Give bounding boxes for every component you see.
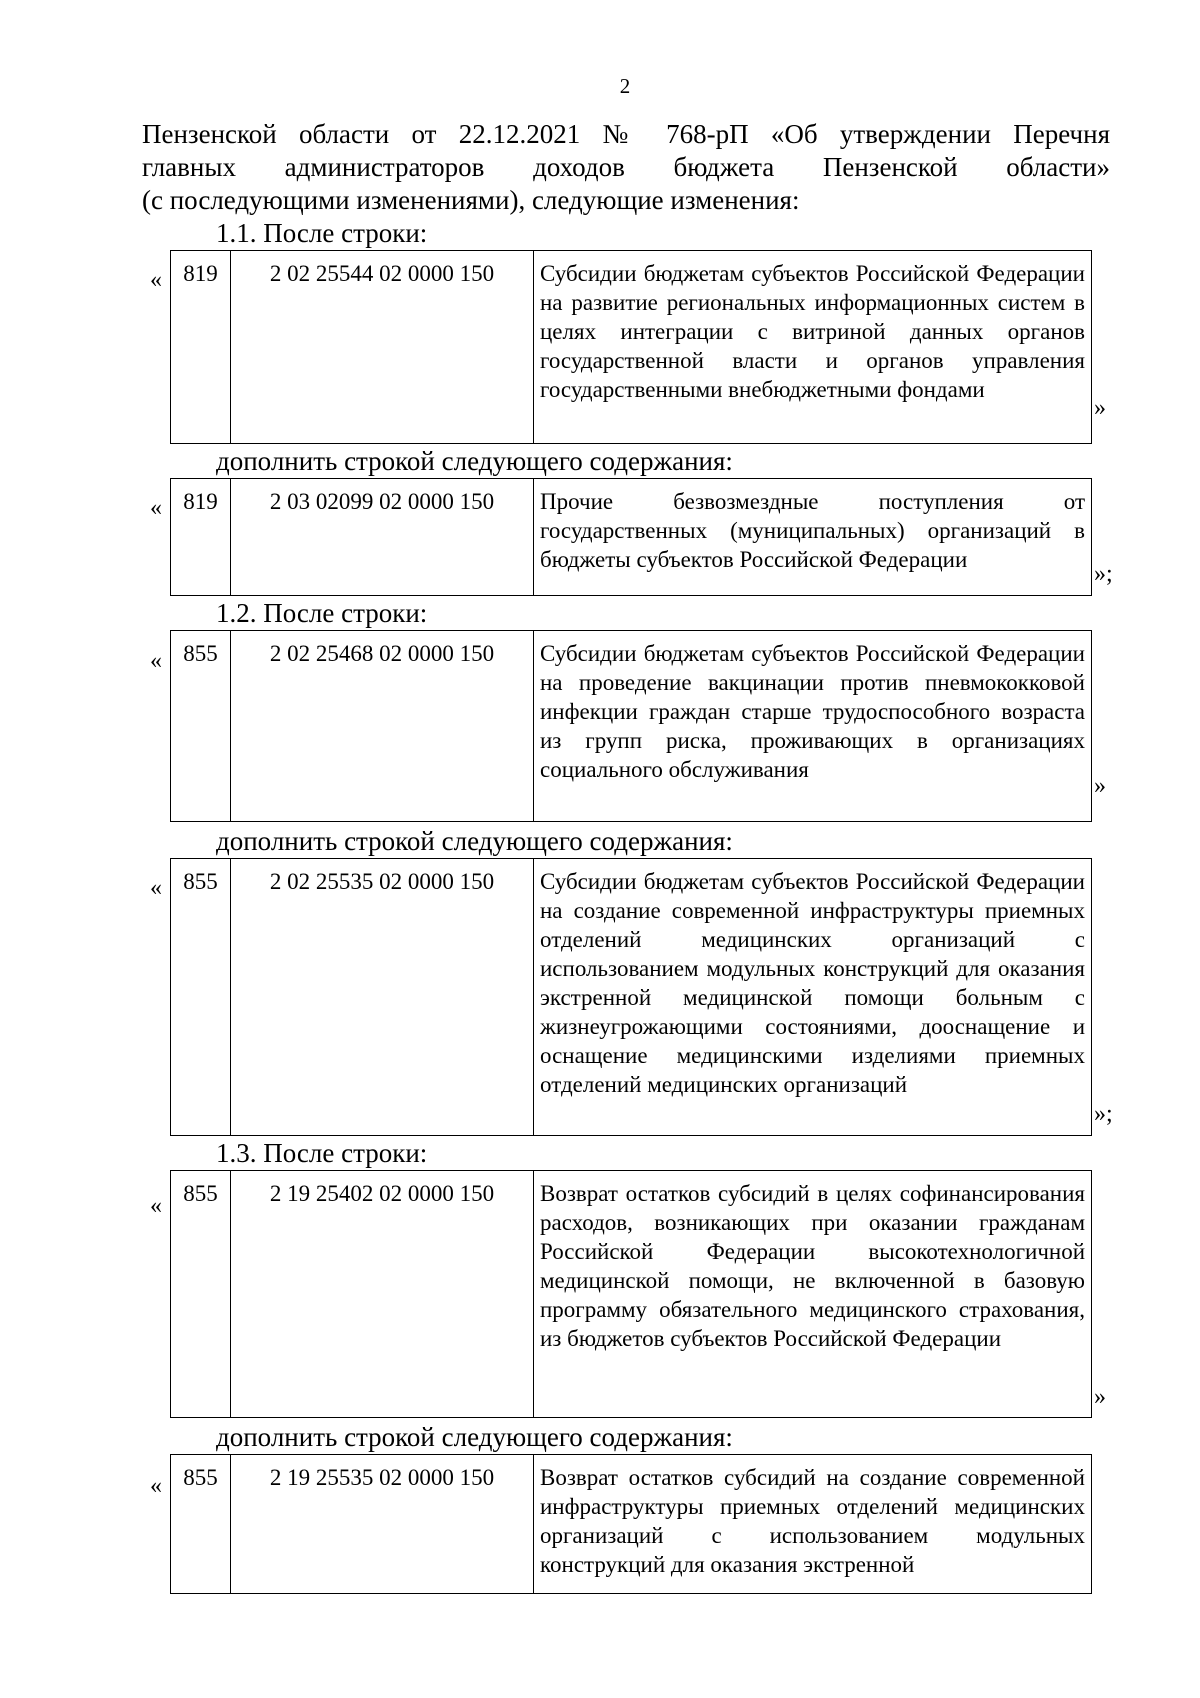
description-cell: Прочие безвозмездные поступления от государственных (муниципальных) организаций в бюджеты субъектов Российской Федерации [534,479,1092,596]
close-quote: » [1094,1384,1106,1410]
add-row-label-1-1: дополнить строкой следующего содержания: [216,446,733,476]
admin-code-cell: 855 [171,631,231,822]
admin-code-cell: 855 [171,859,231,1136]
open-quote: « [150,267,162,293]
admin-code-cell: 855 [171,1455,231,1594]
description-cell: Возврат остатков субсидий в целях софинансирования расходов, возникающих при оказании гражданам Российской Федерации высокотехнологичной медицинской помощи, не включенной в базовую программу обязательного медицинского страхования, из бюджетов субъектов Российской Федерации [534,1171,1092,1418]
intro-line-3: (с последующими изменениями), следующие изменения: [142,185,800,215]
description-cell: Субсидии бюджетам субъектов Российской Федерации на проведение вакцинации против пневмококковой инфекции граждан старше трудоспособного возраста из групп риска, проживающих в организациях социального обслуживания [534,631,1092,822]
description-cell: Субсидии бюджетам субъектов Российской Федерации на создание современной инфраструктуры приемных отделений медицинских организаций с использованием модульных конструкций для оказания экстренной медицинской помощи больным с жизнеугрожающими состояниями, дооснащение и оснащение медицинскими изделиями приемных отделений медицинских организаций [534,859,1092,1136]
kbk-code-cell: 2 02 25535 02 0000 150 [231,859,534,1136]
open-quote: « [150,1473,162,1499]
intro-line-2: главных администраторов доходов бюджета Пензенской области» [142,152,1110,182]
open-quote: « [150,1193,162,1219]
table-row-new-1-1 [170,478,1092,596]
close-quote: »; [1094,1101,1113,1127]
kbk-code-cell: 2 02 25544 02 0000 150 [231,251,534,444]
kbk-code-cell: 2 02 25468 02 0000 150 [231,631,534,822]
section-1-3-heading: 1.3. После строки: [216,1138,428,1168]
table-row-after-1-3 [170,1170,1092,1418]
open-quote: « [150,875,162,901]
admin-code-cell: 819 [171,479,231,596]
close-quote: » [1094,395,1106,421]
close-quote: » [1094,773,1106,799]
table-row-new-1-3 [170,1454,1092,1594]
open-quote: « [150,495,162,521]
table-row-after-1-1 [170,250,1092,444]
page-number: 2 [619,74,631,98]
section-1-1-heading: 1.1. После строки: [216,218,428,248]
admin-code-cell: 855 [171,1171,231,1418]
description-cell: Возврат остатков субсидий на создание современной инфраструктуры приемных отделений медицинских организаций с использованием модульных конструкций для оказания экстренной [534,1455,1092,1594]
open-quote: « [150,648,162,674]
kbk-code-cell: 2 19 25402 02 0000 150 [231,1171,534,1418]
intro-line-1: Пензенской области от 22.12.2021 № 768-рП «Об утверждении Перечня [142,119,1110,149]
kbk-code-cell: 2 03 02099 02 0000 150 [231,479,534,596]
table-row-new-1-2 [170,858,1092,1136]
kbk-code-cell: 2 19 25535 02 0000 150 [231,1455,534,1594]
close-quote: »; [1094,561,1113,587]
section-1-2-heading: 1.2. После строки: [216,598,428,628]
admin-code-cell: 819 [171,251,231,444]
intro-paragraph [142,118,1110,217]
add-row-label-1-3: дополнить строкой следующего содержания: [216,1422,733,1452]
description-cell: Субсидии бюджетам субъектов Российской Федерации на развитие региональных информационных систем в целях интеграции с витриной данных органов государственной власти и органов управления государственными внебюджетными фондами [534,251,1092,444]
add-row-label-1-2: дополнить строкой следующего содержания: [216,826,733,856]
table-row-after-1-2 [170,630,1092,822]
